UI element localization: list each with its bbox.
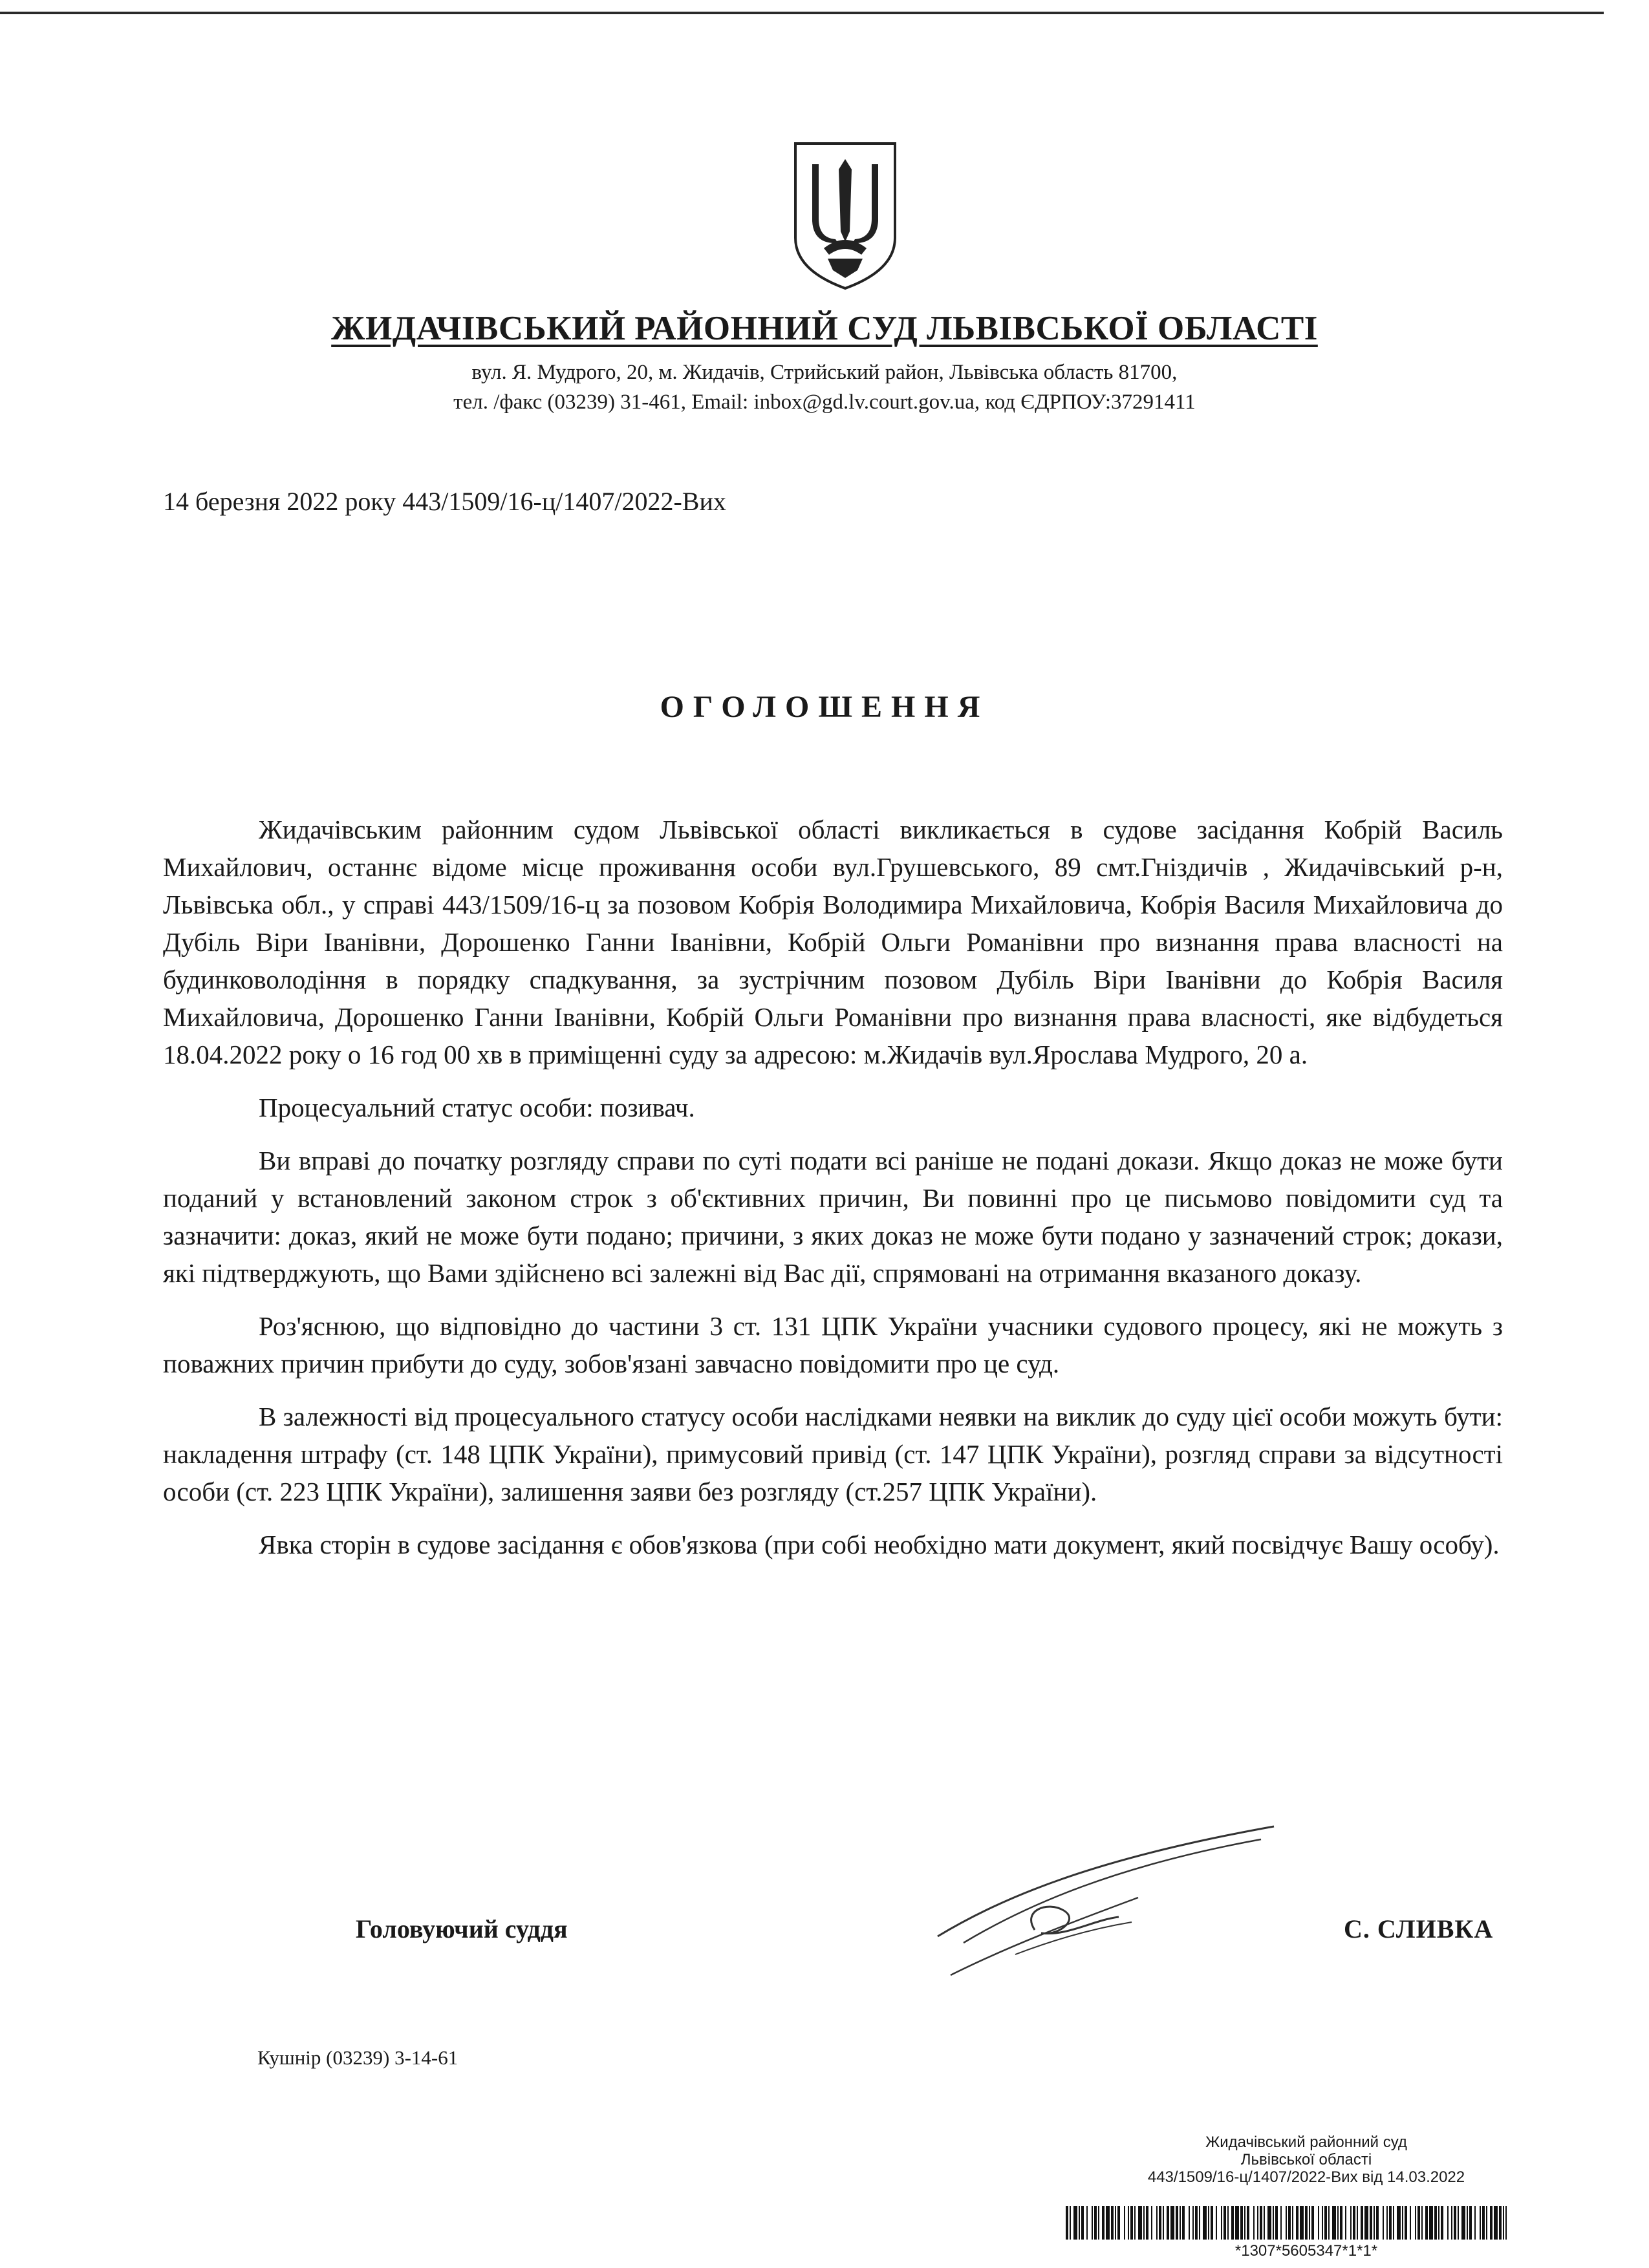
court-name-heading: ЖИДАЧІВСЬКИЙ РАЙОННИЙ СУД ЛЬВІВСЬКОЇ ОБЛАСТІ [331,310,1318,347]
paragraph-summons: Жидачівським районним судом Львівської області викликається в судове засідання Кобрій Василь Михайлович, останнє відоме місце проживання особи вул.Грушевського, 89 смт.Гніздичів , Жидачівський р-н, Львівська обл., у справі 443/1509/16-ц за позовом Кобрія Володимира Михайловича, Кобрія Василя Михайловича до Дубіль Віри Іванівни, Дорошенко Ганни Іванівни, Кобрій Ольги Романівни про визнання права власності на будинковолодіння в порядку спадкування, за зустрічним позовом Дубіль Віри Іванівни до Кобрія Василя Михайловича, Дорошенко Ганни Іванівни, Кобрій Ольги Романівни про визнання права власності, яке відбудеться 18.04.2022 року о 16 год 00 хв в приміщенні суду за адресою: м.Жидачів вул.Ярослава Мудрого, 20 а. [163,815,1503,1069]
document-title: ОГОЛОШЕННЯ [660,690,989,724]
registration-stamp [1061,2134,1552,2186]
stamp-number-line: 443/1509/16-ц/1407/2022-Вих від 14.03.2022 [1147,2168,1465,2186]
stamp-court-line: Жидачівський районний суд [1205,2134,1407,2151]
court-address: вул. Я. Мудрого, 20, м. Жидачів, Стрийський район, Львівська область 81700, [471,361,1178,384]
barcode [1066,2206,1507,2240]
paragraph-status: Процесуальний статус особи: позивач. [259,1093,695,1122]
court-contacts: тел. /факс (03239) 31-461, Email: inbox@gd.lv.court.gov.ua, код ЄДРПОУ:37291411 [453,390,1196,414]
judge-role: Головуючий суддя [356,1914,568,1943]
handwritten-signature [925,1781,1287,1995]
announcement-body [163,811,1503,1579]
paragraph-evidence: Ви вправі до початку розгляду справи по суті подати всі раніше не подані докази. Якщо доказ не може бути поданий у встановлений законом строк з об'єктивних причин, Ви повинні про це письмово повідомити суд та зазначити: доказ, який не може бути подано; причини, з яких доказ не може бути подано у зазначений строк; докази, які підтверджують, що Вами здійснено всі залежні від Вас дії, спрямовані на отримання вказаного доказу. [163,1146,1503,1288]
paragraph-consequences: В залежності від процесуального статусу особи наслідками неявки на виклик до суду цієї особи можуть бути: накладення штрафу (ст. 148 ЦПК України), примусовий привід (ст. 147 ЦПК України), розгляд справи за відсутності особи (ст. 223 ЦПК України), залишення заяви без розгляду (ст.257 ЦПК України). [163,1402,1503,1506]
scan-top-edge [0,12,1604,14]
barcode-number: *1307*5605347*1*1* [1234,2242,1378,2260]
paragraph-attendance: Явка сторін в судове засідання є обов'язкова (при собі необхідно мати документ, який посвідчує Вашу особу). [259,1530,1500,1559]
outgoing-reference: 14 березня 2022 року 443/1509/16-ц/1407/2022-Вих [163,487,726,516]
executor-contact: Кушнір (03239) 3-14-61 [257,2046,458,2069]
trident-emblem-icon [790,141,900,291]
stamp-region-line: Львівської області [1240,2151,1372,2168]
judge-name: С. СЛИВКА [1344,1914,1494,1943]
paragraph-notice-duty: Роз'яснюю, що відповідно до частини 3 ст. 131 ЦПК України учасники судового процесу, які не можуть з поважних причин прибути до суду, зобов'язані завчасно повідомити про це суд. [163,1311,1503,1378]
